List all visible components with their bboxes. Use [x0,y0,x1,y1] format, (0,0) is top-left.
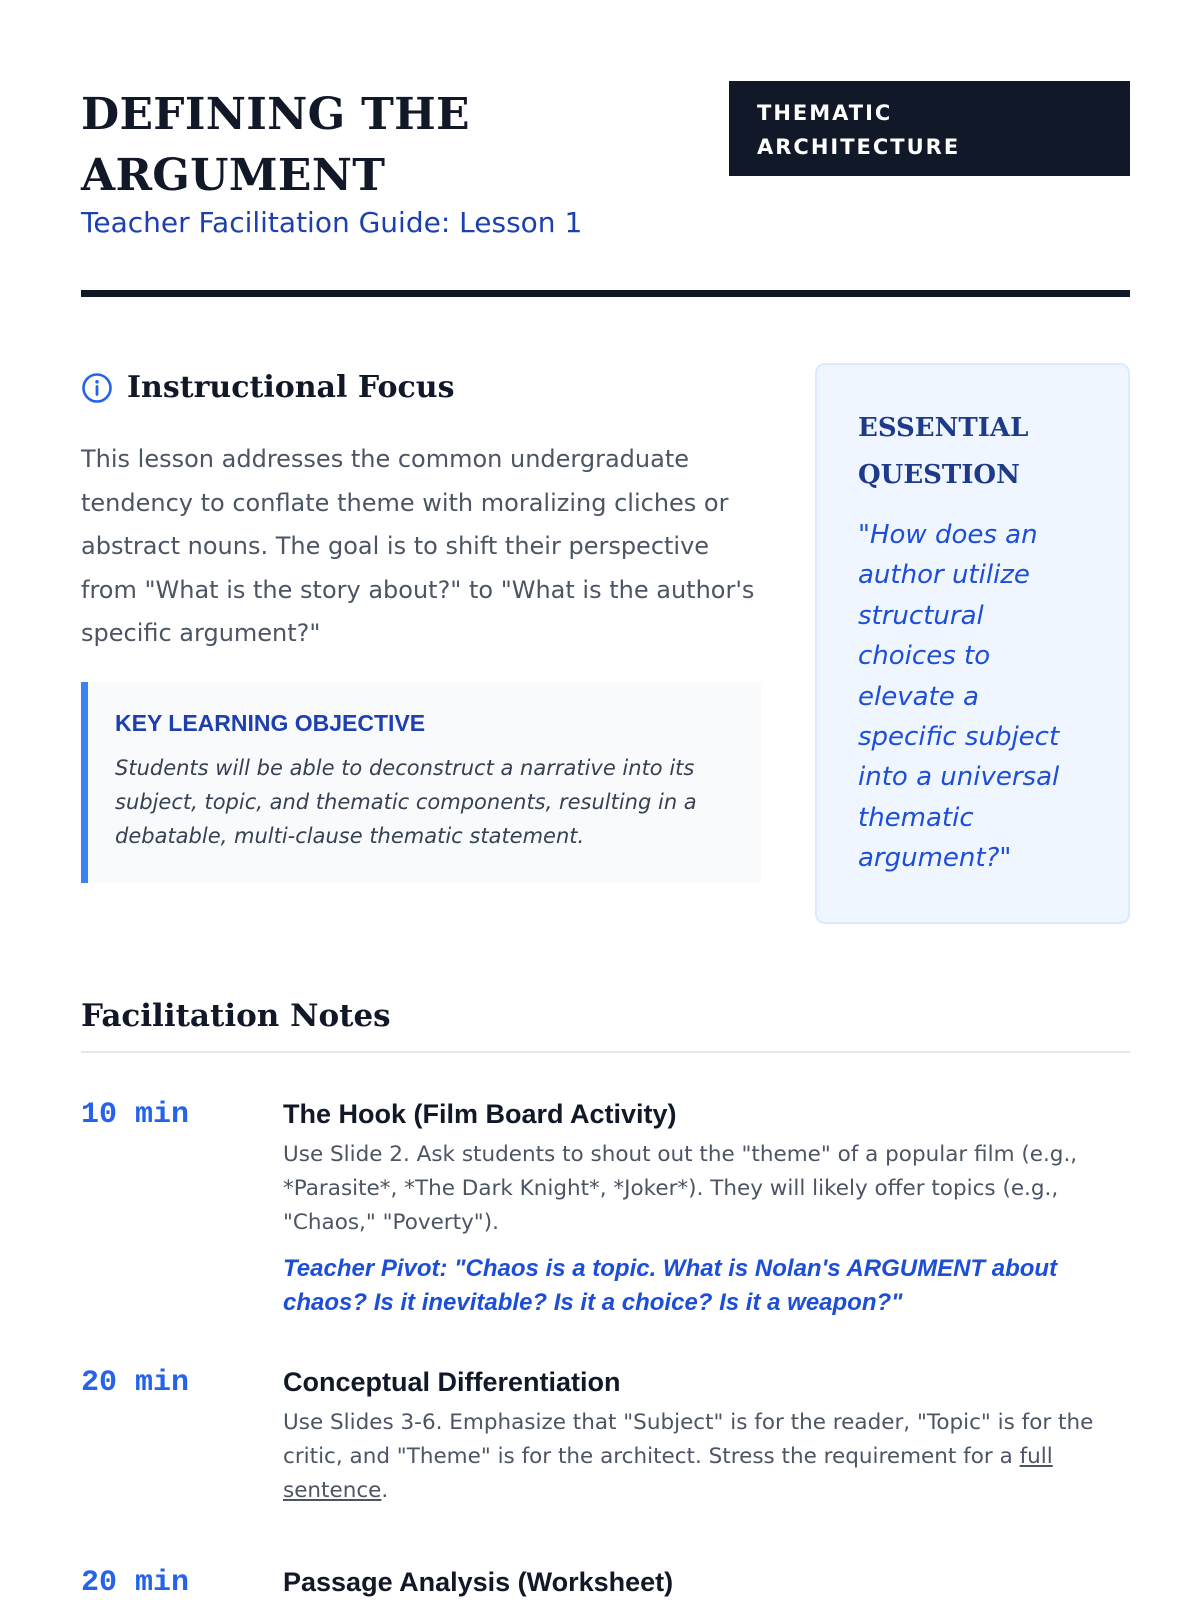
page-header [81,84,1130,298]
objective-text: Students will be able to deconstruct a narrative into its subject, topic, and thematic components, resulting in a debatable, multi-clause thematic statement. [115,756,697,848]
teacher-pivot-note: Teacher Pivot: "Chaos is a topic. What is Nolan's ARGUMENT about chaos? Is it inevitable? Is it a choice? Is it a weapon?" [283,1255,1058,1316]
step-title: Passage Analysis (Worksheet) [283,1567,674,1597]
step-content [283,1365,1130,1508]
step-description: Use Slide 2. Ask students to shout out the "theme" of a popular film (e.g., *Parasite*, *The Dark Knight*, *Joker*). They will likely offer topics (e.g., "Chaos," "Poverty"). [283,1142,1078,1235]
key-learning-objective-callout [81,682,761,883]
instructional-focus-title: Instructional Focus [127,370,455,405]
essential-question-card [815,363,1130,924]
step-description [283,1406,1130,1508]
thematic-architecture-badge [729,81,1130,176]
step-content [283,1097,1130,1320]
page-title: DEFINING THE ARGUMENT [81,89,470,201]
facilitation-notes-divider [81,1051,1130,1053]
step-duration: 10 min [81,1098,190,1132]
step-title: Conceptual Differentiation [283,1367,621,1397]
objective-label: KEY LEARNING OBJECTIVE [115,710,426,736]
step-title: The Hook (Film Board Activity) [283,1099,677,1129]
step-description-end: . [381,1478,389,1503]
full-sentence-emphasis: full sentence [283,1444,1053,1503]
instructional-focus-body: This lesson addresses the common undergraduate tendency to conflate theme with moralizing cliches or abstract nouns. The goal is to shift their perspective from "What is the story about?" to "What is the author's specific argument?" [81,445,755,647]
info-icon [81,372,113,404]
header-divider [81,290,1130,297]
step-content [283,1565,1130,1599]
essential-question-label: ESSENTIAL QUESTION [858,413,1029,490]
step-description-text: Use Slides 3-6. Emphasize that "Subject" is for the reader, "Topic" is for the critic, and "Theme" is for the architect. Stress the requirement for a [283,1410,1094,1469]
facilitation-notes-title: Facilitation Notes [81,998,391,1034]
teacher-guide-page [81,0,1130,1600]
essential-question-text: "How does an author utilize structural choices to elevate a specific subject into a universal thematic argument?" [858,520,1060,874]
page-subtitle: Teacher Facilitation Guide: Lesson 1 [81,206,583,239]
step-duration: 20 min [81,1566,190,1600]
badge-label: THEMATIC ARCHITECTURE [757,101,961,159]
step-duration: 20 min [81,1366,190,1400]
